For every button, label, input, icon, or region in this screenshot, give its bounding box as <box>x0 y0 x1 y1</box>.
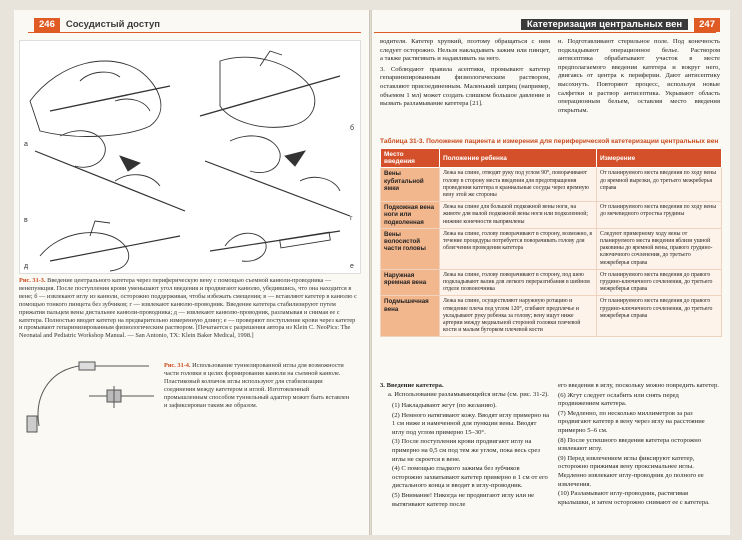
list-item-text: его введения в иглу, поскольку можно повредить катетер. <box>558 382 719 389</box>
panel-label-g: г <box>350 215 353 222</box>
list-item <box>558 437 720 454</box>
figure-31-4-caption <box>164 362 354 409</box>
table-cell-measure: От планируемого места введения по ходу вены до яремной вырезки, до третьего межреберья справа <box>597 168 722 202</box>
list-item <box>392 402 550 411</box>
table-cell-measure: От планируемого места введения до правого грудино-ключичного сочленения, до третьего межреберья справа <box>597 269 722 296</box>
list-item <box>392 438 550 464</box>
left-header-rule <box>28 32 361 33</box>
table-header-row <box>381 149 722 168</box>
table-cell-position: Лежа на спине, отводят руку под углом 90°, поворачивают голову в сторону места введения для предотвращения проведения катетера в краниальные сосуды через яремную вену этой же стороны <box>440 168 597 202</box>
right-bottom-col1 <box>380 382 550 399</box>
panel-label-e: е <box>350 263 354 270</box>
right-header-rule <box>374 32 716 33</box>
list-item-text: Перед извлечением иглы фиксируют катетер, осторожно прижимая вену проксимальнее иглы. Медленно извлекают иглу-проводник до полного ее извлечения. <box>558 454 704 488</box>
table-cell-site: Подмышечная вена <box>381 296 440 337</box>
list-item-text: Разламывают иглу-проводник, растягивая крылышки, и затем осторожно снимают ее с катетера. <box>558 490 710 506</box>
list-item-num: (7) <box>558 409 566 417</box>
table-row <box>381 228 722 269</box>
list-item <box>558 410 720 436</box>
table-cell-position: Лежа на спине для большой подкожной вены ноги, на животе для малой подкожной вены ноги или подколенной; нижние конечности выпрямлены <box>440 202 597 229</box>
list-item <box>558 392 720 409</box>
figure-31-4 <box>19 356 159 436</box>
steps-list-left <box>392 402 550 510</box>
table-cell-site: Наружная яремная вена <box>381 269 440 296</box>
panel-label-b: б <box>350 125 355 132</box>
panel-label-a: а <box>24 141 28 148</box>
right-header <box>521 18 720 32</box>
list-item-num: (4) <box>392 465 400 473</box>
table-header-position: Положение ребенка <box>440 149 597 168</box>
table-cell-position: Лежа на спине, голову поворачивают в сторону, под шею подкладывают валик для легкого переразгибания в шейном отделе позвоночника <box>440 269 597 296</box>
table-cell-measure: От планируемого места введения до правого грудино-ключичного сочленения, до третьего межреберья справа <box>597 296 722 337</box>
left-running-title: Сосудистый доступ <box>65 19 161 30</box>
table-cell-measure: От планируемого места введения по ходу вены до мечевидного отростка грудины <box>597 202 722 229</box>
left-page <box>14 10 369 535</box>
list-item <box>558 455 720 489</box>
left-header <box>34 18 160 32</box>
table-cell-position: Лежа на спине, осуществляют наружную ротацию и отведение плеча под углом 120°, сгибают предплечье и укладывают руку ребенка за голову; вену ищут ниже артерии между медиальной стороной головки плечевой кости и малым бугорком плечевой кости <box>440 296 597 337</box>
table-header-measure: Измерение <box>597 149 722 168</box>
table-row <box>381 168 722 202</box>
table-row <box>381 269 722 296</box>
list-item <box>558 490 720 507</box>
list-item-text: Медленно, по несколько миллиметров за раз продвигают катетер в вену через иглу на расстояние примерно 5–6 см. <box>558 409 705 434</box>
list-item <box>558 382 720 391</box>
right-top-col2 <box>558 38 720 115</box>
section-3a-heading: а. Использование разламывающейся иглы (см. рис. 31-2). <box>388 390 549 398</box>
figure-31-3-label: Рис. 31-3. <box>19 277 46 284</box>
table-cell-position: Лежа на спине, голову поворачивают в сторону, возможно, в течение процедуры потребуется поворачивать голову для облегчения проведения катетера <box>440 228 597 269</box>
table-row <box>381 202 722 229</box>
table-row <box>381 296 722 337</box>
right-running-title: Катетеризация центральных вен <box>521 19 688 30</box>
figure-31-4-text: Использование туннелированной иглы для возможности части головки в целях формирования канюли на съемной канюле. Пластиковый колпачок иглы используют для стабилизации соединения между катетером и иглой. Изготовленный промышленным способом туннельный адаптер может быть вставлен и зафиксирован таким же образом. <box>164 362 350 409</box>
list-item <box>392 412 550 438</box>
list-item-num: (9) <box>558 454 566 462</box>
figure-31-3-drawing <box>20 41 360 273</box>
right-top-col1 <box>380 38 550 109</box>
figure-31-3 <box>19 40 361 274</box>
table-31-3 <box>380 148 722 337</box>
right-page <box>372 10 730 535</box>
table-31-3-title: Таблица 31-3. Положение пациента и измерения для периферической катетеризации центральных вен <box>380 138 719 145</box>
step-h-paragraph: н. Подготавливают стерильное поле. Под конечность подкладывают операционное белье. Раствором антисептика обрабатывают участок в месте предполагаемого введения катетера и вокруг него, двигаясь от центра к периферии. Дают антисептику высохнуть. Повторяют процесс, используя новые салфетки и раствор антисептика. Укрывают область операционным бельем, оставляя место введения открытым. <box>558 38 720 114</box>
list-item-num: (5) <box>392 491 400 499</box>
left-page-number: 246 <box>34 18 60 32</box>
list-item-text: После поступления крови продвигают иглу на примерно на 0,5 см под тем же углом, пока весь срез иглы не скроется в вене. <box>392 438 540 463</box>
table-header-site: Место введения <box>381 149 440 168</box>
list-item <box>392 465 550 491</box>
steps-list-right <box>558 382 720 508</box>
figure-31-3-caption <box>19 277 359 340</box>
table-cell-site: Подкожная вена ноги или подколенная <box>381 202 440 229</box>
list-item-text: Жгут следует ослабить или снять перед продвижением катетера. <box>558 391 679 408</box>
list-item-text: Внимание! Никогда не продвигают иглу или не вытягивают катетер после <box>392 491 535 508</box>
list-item-text: После успешного введения катетера осторожно извлекают иглу. <box>558 436 702 453</box>
step-3-paragraph: 3. Соблюдают правила асептики, промывают катетер гепаринизированным физиологическим раствором, оставляют присоединенным. Маленький шприц (например, объемом 1 мл) может создать слишком большое давление и вызвать разламывание катетера [21]. <box>380 65 550 108</box>
list-item-num: (3) <box>392 438 400 446</box>
list-item-text: С помощью гладкого зажима без зубчиков осторожно захватывают катетер примерно в 1 см от его дистального конца и вводят в иглу-проводник. <box>392 465 548 490</box>
intro-paragraph: водителя. Катетер хрупкий, поэтому обращаться с ним следует осторожно. Нельзя накладывать зажим или пинцет, а также растягивать и надавливать на него. <box>380 38 550 63</box>
panel-label-v: в <box>24 217 28 224</box>
table-cell-site: Вены волосистой части головы <box>381 228 440 269</box>
panel-label-d: д <box>24 263 29 270</box>
table-cell-site: Вены кубитальной ямки <box>381 168 440 202</box>
figure-31-4-drawing <box>19 356 159 436</box>
section-3-heading: 3. Введение катетера. <box>380 382 444 389</box>
list-item-text: Немного натягивают кожу. Вводят иглу примерно на 1 см ниже и намеченной для пункции вены. Вводят иглу под углом примерно 15–30°. <box>392 411 549 436</box>
list-item <box>392 492 550 509</box>
figure-31-3-text: Введение центрального катетера через периферическую вену с помощью съемной канюли-проводника — венепункция. После поступления крови уменьшают угол введения и продвигают канюлю, убедившись, что она находится в вене; б — извлекают иглу из канюли, осторожно поддерживая, чтобы избежать смещения; в — вставляют катетер в канюлю с помощью тонкого пинцета без зубчиков; г — извлекают канюлю-проводник. Введение катетера стабилизируют путем прижатия пальцем вены дистальнее канюли-проводника; д — извлекают канюлю-проводник, разламывая и снимая ее с катетера. Полностью вводят катетер на предварительно измеренную длину; е — проверяют поступление крови через катетер и промывают гепаринизированным физиологическим раствором. [Печатается с разрешения автора из Klein C. NeoPics: The Neonatal and Pediatric Workshop Manual. — San Antonio, TX: Klein Baker Medical, 1998.] <box>19 277 357 340</box>
list-item-num: (10) <box>558 490 569 498</box>
list-item-num: (2) <box>392 411 400 419</box>
list-item-num: (8) <box>558 436 566 444</box>
figure-31-4-label: Рис. 31-4. <box>164 362 191 369</box>
right-page-number: 247 <box>694 18 720 32</box>
list-item-text: Накладывают жгут (по желанию). <box>401 402 497 409</box>
list-item-num: (6) <box>558 391 566 399</box>
list-item-num: (1) <box>392 402 400 409</box>
table-cell-measure: Следуют примерному ходу вены от планируемого места введения вблизи ушной раковины до яремной вены, правого грудино-ключичного сочленения, до третьего межреберья справа <box>597 228 722 269</box>
